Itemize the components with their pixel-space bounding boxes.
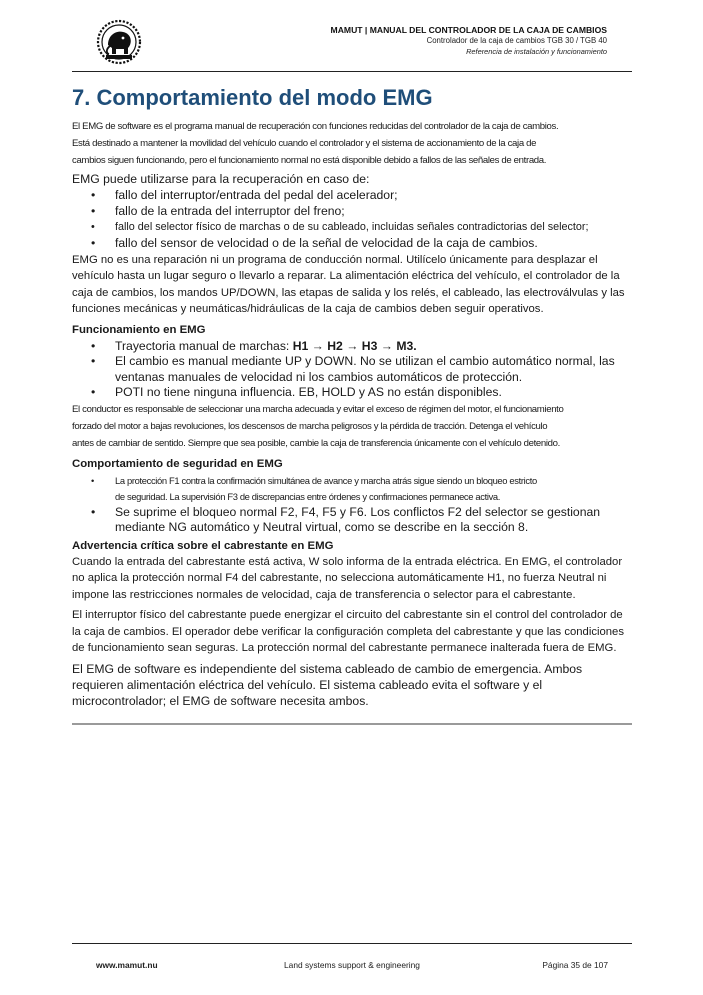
f1-line: La protección F1 contra la confirmación simultánea de avance y marcha atrás sigue siendo un bloqueo estricto bbox=[115, 474, 537, 486]
list-item bbox=[72, 339, 630, 355]
document-title: MAMUT | MANUAL DEL CONTROLADOR DE LA CAJA DE CAMBIOS bbox=[330, 25, 607, 35]
list-item: • POTI no tiene ninguna influencia. EB, HOLD y AS no están disponibles. bbox=[72, 385, 630, 401]
winch-paragraph: Cuando la entrada del cabrestante está activa, W solo informa de la entrada eléctrica. En EMG, el controlador no aplica la protección normal F4 del cabrestante, no selecciona automáticamente H1, no fuerza Neutral ni impone las restricciones normales de velocidad, caja de transferencia o selector para el cabrestante. bbox=[72, 555, 623, 601]
list-item: • fallo del interruptor/entrada del pedal del acelerador; bbox=[72, 188, 630, 204]
intro-line: El EMG de software es el programa manual de recuperación con funciones reducidas del controlador de la caja de cambios. bbox=[72, 121, 559, 132]
list-item: • Se suprime el bloqueo normal F2, F4, F5 y F6. Los conflictos F2 del selector se gestionan mediante NG automático y Neutral virtual, como se describe en la sección 8. bbox=[72, 505, 630, 536]
footer-tagline: Land systems support & engineering bbox=[284, 960, 420, 970]
driver-line: El conductor es responsable de seleccionar una marcha adecuada y evitar el exceso de régimen del motor, el funcionamiento bbox=[72, 403, 564, 415]
document-subtitle-2: Referencia de instalación y funcionamiento bbox=[466, 46, 607, 56]
section-title: 7. Comportamiento del modo EMG bbox=[72, 85, 433, 110]
winch-heading: Advertencia crítica sobre el cabrestante en EMG bbox=[72, 539, 334, 552]
use-cases-heading: EMG puede utilizarse para la recuperación en caso de: bbox=[72, 172, 370, 186]
footer-divider bbox=[72, 943, 632, 944]
use-cases-list bbox=[72, 188, 630, 252]
document-subtitle: Controlador de la caja de cambios TGB 30 / TGB 40 bbox=[426, 36, 607, 45]
driver-line: antes de cambiar de sentido. Siempre que sea posible, cambie la caja de transferencia únicamente con el vehículo detenido. bbox=[72, 437, 560, 449]
page-header bbox=[72, 16, 631, 72]
gear-path-value: H1 → H2 → H3 → M3. bbox=[292, 338, 417, 353]
header-divider bbox=[72, 71, 632, 72]
not-repair-paragraph: EMG no es una reparación ni un programa de conducción normal. Utilícelo únicamente para desplazar el vehículo hasta un lugar seguro o llevarlo a reparar. La alimentación eléctrica del vehículo, el controlador de la caja de cambios, los mandos UP/DOWN, las etapas de salida y los relés, el cableado, las electroválvulas y las funciones mecánicas y neumáticas/hidráulicas de la caja de cambios deben seguir operativos. bbox=[72, 253, 625, 315]
page-number: Página 35 de 107 bbox=[542, 960, 608, 970]
f1-line: de seguridad. La supervisión F3 de discrepancias entre órdenes y confirmaciones permanece activa. bbox=[115, 490, 501, 502]
operation-list bbox=[72, 339, 630, 401]
intro-line: Está destinado a mantener la movilidad del vehículo cuando el controlador y el sistema de accionamiento de la caja de bbox=[72, 138, 537, 149]
mamut-logo bbox=[96, 19, 142, 65]
independence-paragraph: El EMG de software es independiente del sistema cableado de cambio de emergencia. Ambos requieren alimentación eléctrica del vehículo. El sistema cableado evita el software y el microcontrolador; el EMG de software necesita ambos. bbox=[72, 661, 583, 708]
list-item bbox=[72, 473, 630, 505]
page-content bbox=[72, 84, 630, 709]
driver-line: forzado del motor a bajas revoluciones, los descensos de marcha peligrosos y la pérdida de tracción. Detenga el vehículo bbox=[72, 420, 548, 432]
safety-heading: Comportamiento de seguridad en EMG bbox=[72, 457, 283, 470]
content-end-divider bbox=[72, 723, 632, 725]
website-link[interactable]: www.mamut.nu bbox=[96, 960, 158, 970]
operation-heading: Funcionamiento en EMG bbox=[72, 323, 206, 336]
winch-paragraph: El interruptor físico del cabrestante puede energizar el circuito del cabrestante sin el control del controlador de la caja de cambios. El operador debe verificar la configuración completa del cabrestante y que las condiciones de funcionamiento sean seguras. La protección normal del cabrestante permanece inalterada fuera de EMG. bbox=[72, 609, 624, 654]
gear-path-label: Trayectoria manual de marchas: bbox=[115, 338, 293, 353]
list-item: • fallo del sensor de velocidad o de la señal de velocidad de la caja de cambios. bbox=[72, 236, 630, 252]
intro-line: cambios siguen funcionando, pero el funcionamiento normal no está disponible debido a fallos de las señales de entrada. bbox=[72, 155, 547, 166]
list-item: • fallo de la entrada del interruptor del freno; bbox=[72, 204, 630, 220]
safety-list bbox=[72, 473, 630, 536]
list-item: • fallo del selector físico de marchas o de su cableado, incluidas señales contradictorias del selector; bbox=[72, 219, 630, 236]
list-item: • El cambio es manual mediante UP y DOWN. No se utilizan el cambio automático normal, las ventanas manuales de velocidad ni los cambios automáticos de protección. bbox=[72, 354, 630, 385]
